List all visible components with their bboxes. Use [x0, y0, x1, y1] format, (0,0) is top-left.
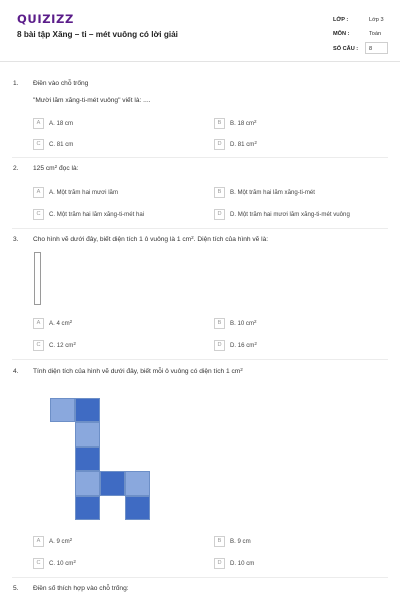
answer-option-c[interactable]: [33, 138, 73, 150]
question-number: 3.: [13, 236, 19, 243]
option-letter: C: [33, 340, 44, 351]
option-letter: A: [33, 318, 44, 329]
question-text: Cho hình vẽ dưới đây, biết diện tích 1 ô vuông là 1 $cm^2$. Diện tích của hình vẽ là:: [33, 235, 269, 243]
answer-option-c[interactable]: [33, 557, 76, 569]
question-count-value: 8: [369, 46, 373, 52]
question-number: 2.: [13, 165, 19, 172]
grid-square: [75, 447, 100, 471]
option-text: A. 9 $cm^2$: [49, 536, 73, 545]
question-text: 125 $cm^2$ đọc là:: [33, 164, 79, 172]
option-text: A. 18 cm: [49, 119, 74, 127]
question-divider: [12, 157, 388, 158]
option-text: C. 12 $cm^2$: [49, 340, 76, 349]
question-text: Điền số thích hợp vào chỗ trống:: [33, 585, 129, 592]
option-text: B. 18 $cm^2$: [230, 118, 257, 127]
worksheet-header: [0, 0, 400, 62]
answer-option-b[interactable]: [214, 317, 257, 329]
grid-square: [125, 471, 150, 495]
answer-option-a[interactable]: [33, 117, 73, 129]
quizizz-logo: QUIZIZZ: [17, 12, 74, 26]
option-text: D. 81 $cm^2$: [230, 139, 257, 148]
grid-square: [75, 422, 100, 446]
question-number: 5.: [13, 585, 19, 592]
question-count-label: SỐ CÂU :: [333, 46, 359, 52]
answer-option-a[interactable]: [33, 317, 72, 329]
grid-square: [75, 496, 100, 520]
option-letter: C: [33, 209, 44, 220]
option-text: D. 10 cm: [230, 559, 255, 567]
answer-option-b[interactable]: [214, 117, 257, 129]
answer-option-c[interactable]: [33, 339, 76, 351]
grid-square: [100, 471, 125, 495]
question-figure-rectangle: [34, 252, 41, 305]
grid-square: [75, 398, 100, 422]
grid-square: [125, 496, 150, 520]
option-letter: D: [214, 209, 225, 220]
option-text: D. 16 $cm^2$: [230, 340, 257, 349]
question-subtext: "Mười lăm xăng-ti-mét vuông" viết là: ....: [33, 97, 151, 104]
answer-option-b[interactable]: [214, 186, 315, 198]
option-letter: B: [214, 536, 225, 547]
option-letter: B: [214, 118, 225, 129]
subject-label: MÔN :: [333, 31, 350, 37]
option-text: C. Một trăm hai lăm xăng-ti-mét hai: [49, 210, 145, 218]
option-letter: C: [33, 139, 44, 150]
option-text: B. 9 cm: [230, 537, 251, 545]
subject-value: Toán: [369, 31, 382, 37]
option-text: C. 81 cm: [49, 140, 74, 148]
option-letter: A: [33, 118, 44, 129]
answer-option-a[interactable]: [33, 535, 72, 547]
option-letter: D: [214, 139, 225, 150]
option-text: B. Một trăm hai lăm xăng-ti-mét: [230, 188, 315, 196]
answer-option-d[interactable]: [214, 208, 350, 220]
option-letter: A: [33, 536, 44, 547]
question-text: Tính diện tích của hình vẽ dưới đây, biết mỗi ô vuông có diện tích 1 $cm^2$: [33, 367, 243, 375]
answer-option-a[interactable]: [33, 186, 118, 198]
question-number: 1.: [13, 80, 19, 87]
option-letter: C: [33, 558, 44, 569]
answer-option-c[interactable]: [33, 208, 144, 220]
option-letter: B: [214, 187, 225, 198]
answer-option-d[interactable]: [214, 557, 254, 569]
grid-square: [50, 398, 75, 422]
option-text: B. 10 $cm^2$: [230, 318, 257, 327]
option-text: D. Một trăm hai mươi lăm xăng-ti-mét vuông: [230, 210, 350, 218]
question-divider: [12, 359, 388, 360]
option-letter: D: [214, 558, 225, 569]
answer-option-b[interactable]: [214, 535, 251, 547]
grade-value: Lớp 3: [369, 17, 384, 23]
option-letter: D: [214, 340, 225, 351]
grade-label: LỚP :: [333, 17, 349, 23]
worksheet-title: 8 bài tập Xăng – ti – mét vuông có lời giải: [17, 30, 178, 39]
option-text: A. 4 $cm^2$: [49, 318, 73, 327]
answer-option-d[interactable]: [214, 339, 257, 351]
question-text: Điền vào chỗ trống: [33, 80, 89, 87]
option-letter: B: [214, 318, 225, 329]
question-divider: [12, 577, 388, 578]
option-text: A. Một trăm hai mươi lăm: [49, 188, 119, 196]
grid-square: [75, 471, 100, 495]
question-number: 4.: [13, 368, 19, 375]
square-grid-figure: [50, 398, 150, 520]
question-divider: [12, 228, 388, 229]
option-letter: A: [33, 187, 44, 198]
answer-option-d[interactable]: [214, 138, 257, 150]
option-text: C. 10 $cm^2$: [49, 558, 76, 567]
